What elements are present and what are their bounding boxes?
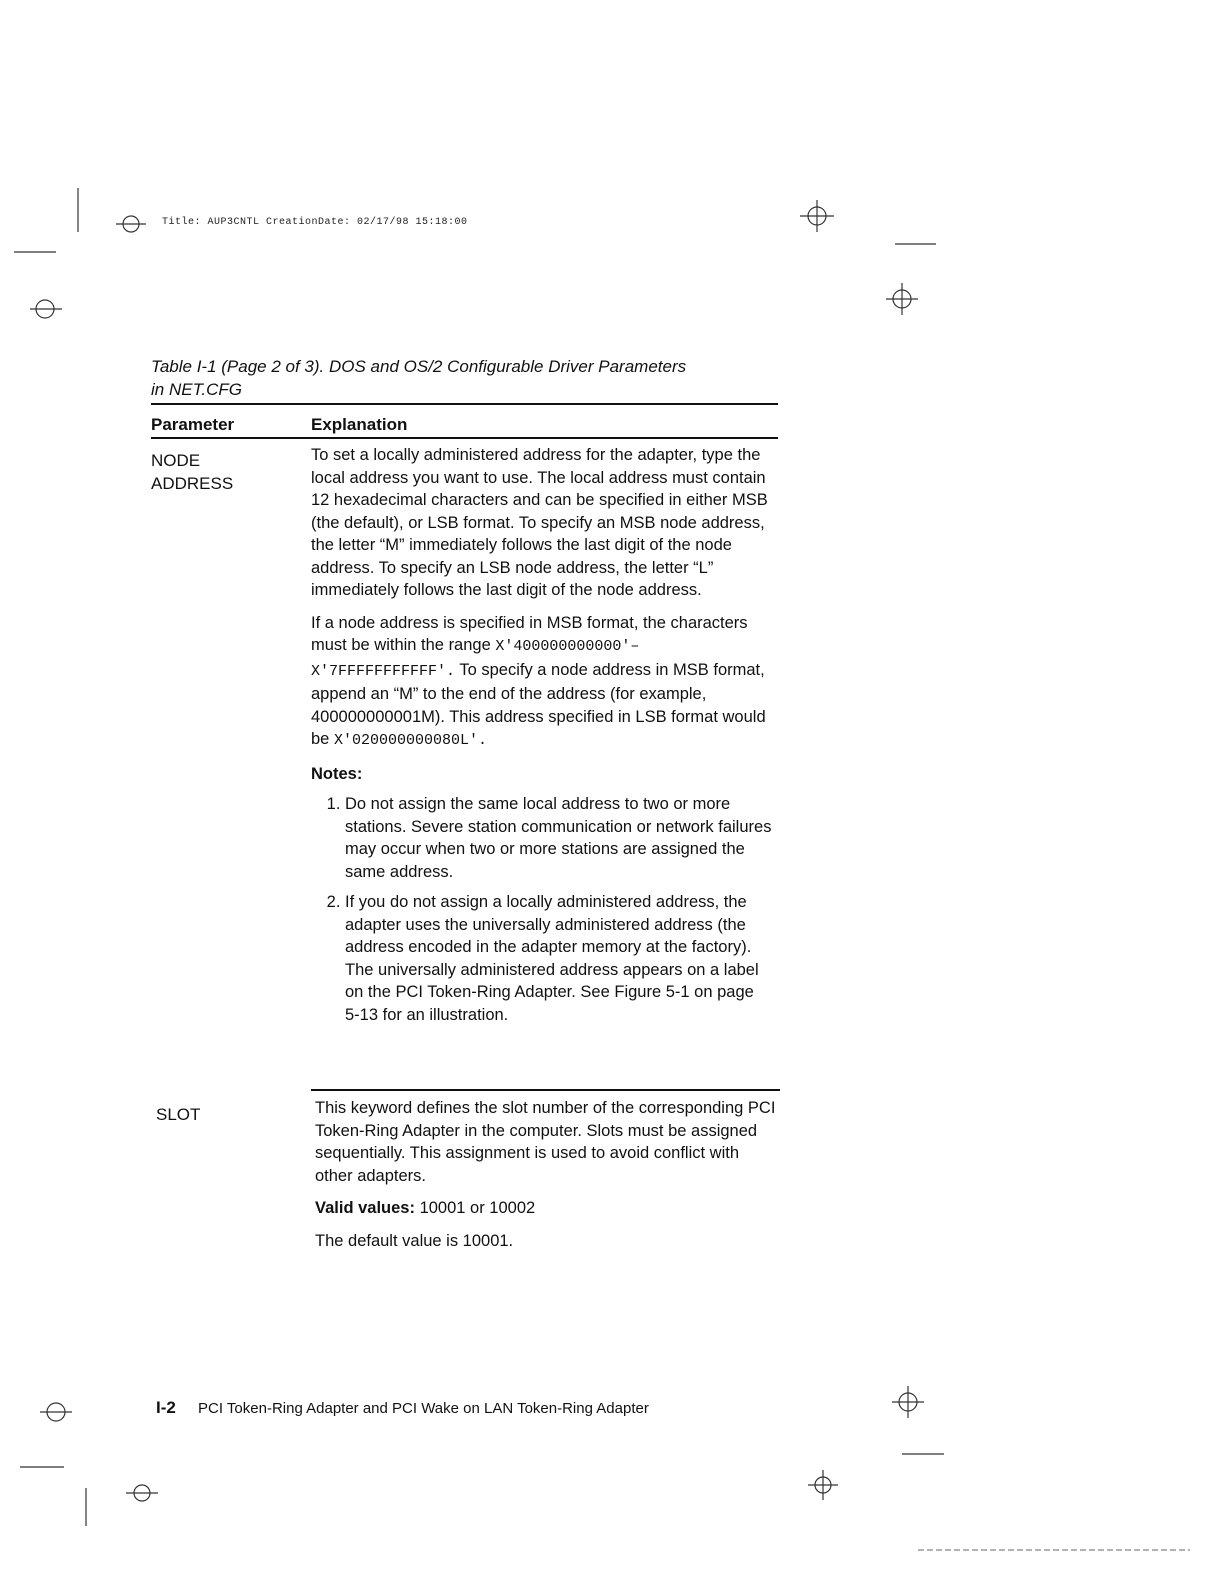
column-header-explanation: Explanation	[311, 415, 408, 434]
table-top-rule	[151, 403, 778, 405]
valid-values-line	[315, 1197, 777, 1220]
param-name-line1: NODE	[151, 451, 201, 470]
default-value-line: The default value is 10001.	[315, 1231, 514, 1250]
print-metadata-line: Title: AUP3CNTL CreationDate: 02/17/98 15:18:00	[162, 217, 468, 228]
note-item: 1. Do not assign the same local address to two or more stations. Severe station communication or network failures may occur when two or more stations are assigned the same address.	[345, 793, 773, 883]
range-intro: If a node address is specified in MSB format, the characters must be within the range	[311, 613, 748, 654]
range-details: To specify a node address in MSB format, append an “M” to the end of the address (for example, 400000000001M). This address specified in LSB format would be	[311, 660, 766, 748]
notes-list	[311, 793, 773, 1026]
table-caption-line2: in NET.CFG	[151, 380, 243, 399]
explanation-node-address	[311, 444, 773, 1034]
param-slot	[156, 1103, 200, 1126]
column-header-parameter: Parameter	[151, 415, 235, 434]
note-item: 2. If you do not assign a locally administered address, the adapter uses the universally administered address (the address encoded in the adapter memory at the factory). The universally administered address appears on a label on the PCI Token-Ring Adapter. See Figure 5-1 on page 5-13 for an illustration.	[345, 891, 773, 1026]
explanation-paragraph: This keyword defines the slot number of the corresponding PCI Token-Ring Adapter in the computer. Slots must be assigned sequentially. This assignment is used to avoid conflict with other adapters.	[315, 1099, 776, 1185]
param-name-line1: SLOT	[156, 1105, 201, 1124]
msb-range: X'400000000000'–X'7FFFFFFFFFFF'.	[311, 638, 640, 680]
lsb-example: X'020000000080L'.	[333, 732, 487, 749]
row-divider-rule	[311, 1089, 780, 1091]
book-title: PCI Token-Ring Adapter and PCI Wake on LAN Token-Ring Adapter	[198, 1400, 649, 1417]
table-caption-line1: Table I-1 (Page 2 of 3). DOS and OS/2 Configurable Driver Parameters	[151, 357, 687, 376]
header-bottom-rule	[151, 437, 778, 439]
table-caption	[151, 355, 791, 401]
valid-values-label: Valid values:	[315, 1199, 415, 1217]
valid-values: 10001 or 10002	[419, 1199, 536, 1217]
param-name-line2: ADDRESS	[151, 474, 234, 493]
page-number: I-2	[156, 1398, 176, 1417]
explanation-slot	[315, 1097, 777, 1262]
param-node-address	[151, 449, 233, 495]
notes-heading: Notes:	[311, 764, 363, 783]
page-footer	[156, 1398, 649, 1418]
explanation-paragraph: To set a locally administered address for the adapter, type the local address you want to use. The local address must contain 12 hexadecimal characters and can be specified in either MSB (the default), or LSB format. To specify an MSB node address, the letter “M” immediately follows the last digit of the node address. To specify an LSB node address, the letter “L” immediately follows the last digit of the node address.	[311, 446, 768, 599]
explanation-paragraph	[311, 612, 773, 753]
